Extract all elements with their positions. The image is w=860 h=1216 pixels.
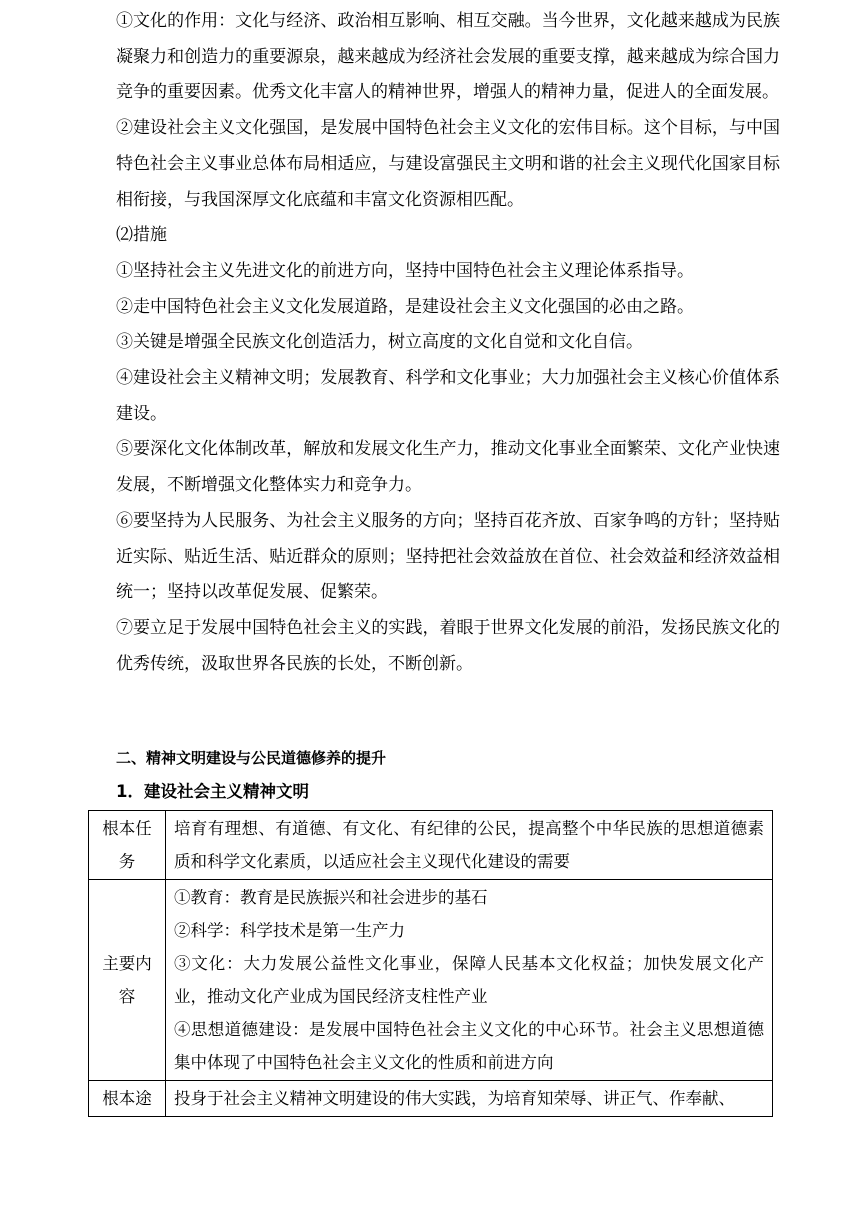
paragraph-measure-2: ②走中国特色社会主义文化发展道路，是建设社会主义文化强国的必由之路。 [116,296,694,317]
table-row-content: 培育有理想、有道德、有文化、有纪律的公民，提高整个中华民族的思想道德素质和科学文化素质，以适应社会主义现代化建设的需要 [166,811,773,880]
paragraph-measure-4: ④建设社会主义精神文明；发展教育、科学和文化事业；大力加强社会主义核心价值体系建设。 [116,368,780,424]
subsection-heading: 1．建设社会主义精神文明 [116,782,309,801]
table-row-label: 根本途 [89,1081,166,1117]
table-row-content: 投身于社会主义精神文明建设的伟大实践，为培育知荣辱、讲正气、作奉献、 [166,1081,773,1117]
paragraph-culture-role: ①文化的作用：文化与经济、政治相互影响、相互交融。当今世界，文化越来越成为民族凝聚力和创造力的重要源泉，越来越成为经济社会发展的重要支撑，越来越成为综合国力竞争的重要因素。优秀文化丰富人的精神世界，增强人的精神力量，促进人的全面发展。 [116,11,780,103]
paragraph-measure-3: ③关键是增强全民族文化创造活力，树立高度的文化自觉和文化自信。 [116,332,643,353]
table-row [89,1081,773,1117]
spiritual-civilization-table [88,810,773,1117]
paragraph-measure-7: ⑦要立足于发展中国特色社会主义的实践，着眼于世界文化发展的前沿，发扬民族文化的优秀传统，汲取世界各民族的长处，不断创新。 [116,617,780,674]
table-row [89,880,773,1081]
list-item: ④思想道德建设：是发展中国特色社会主义文化的中心环节。社会主义思想道德集中体现了中国特色社会主义文化的性质和前进方向 [174,1020,764,1072]
section-heading: 二、精神文明建设与公民道德修养的提升 [116,749,387,767]
paragraph-measures-heading: ⑵措施 [116,225,167,246]
paragraph-culture-power-goal: ②建设社会主义文化强国，是发展中国特色社会主义文化的宏伟目标。这个目标，与中国特色社会主义事业总体布局相适应，与建设富强民主文明和谐的社会主义现代化国家目标相衔接，与我国深厚文化底蕴和丰富文化资源相匹配。 [116,118,780,210]
list-item: ②科学：科学技术是第一生产力 [174,921,405,940]
table-row-label: 主要内容 [89,880,166,1081]
paragraph-measure-6: ⑥要坚持为人民服务、为社会主义服务的方向；坚持百花齐放、百家争鸣的方针；坚持贴近实际、贴近生活、贴近群众的原则；坚持把社会效益放在首位、社会效益和经济效益相统一；坚持以改革促发展、促繁荣。 [116,510,780,603]
paragraph-measure-1: ①坚持社会主义先进文化的前进方向，坚持中国特色社会主义理论体系指导。 [116,260,694,281]
list-item: ①教育：教育是民族振兴和社会进步的基石 [174,888,488,907]
table-row-content [166,880,773,1081]
table-row-label: 根本任务 [89,811,166,880]
body-text [116,4,780,682]
list-item: ③文化：大力发展公益性文化事业，保障人民基本文化权益；加快发展文化产业，推动文化产业成为国民经济支柱性产业 [174,954,764,1006]
paragraph-measure-5: ⑤要深化文化体制改革，解放和发展文化生产力，推动文化事业全面繁荣、文化产业快速发展，不断增强文化整体实力和竞争力。 [116,439,780,496]
table-row [89,811,773,880]
